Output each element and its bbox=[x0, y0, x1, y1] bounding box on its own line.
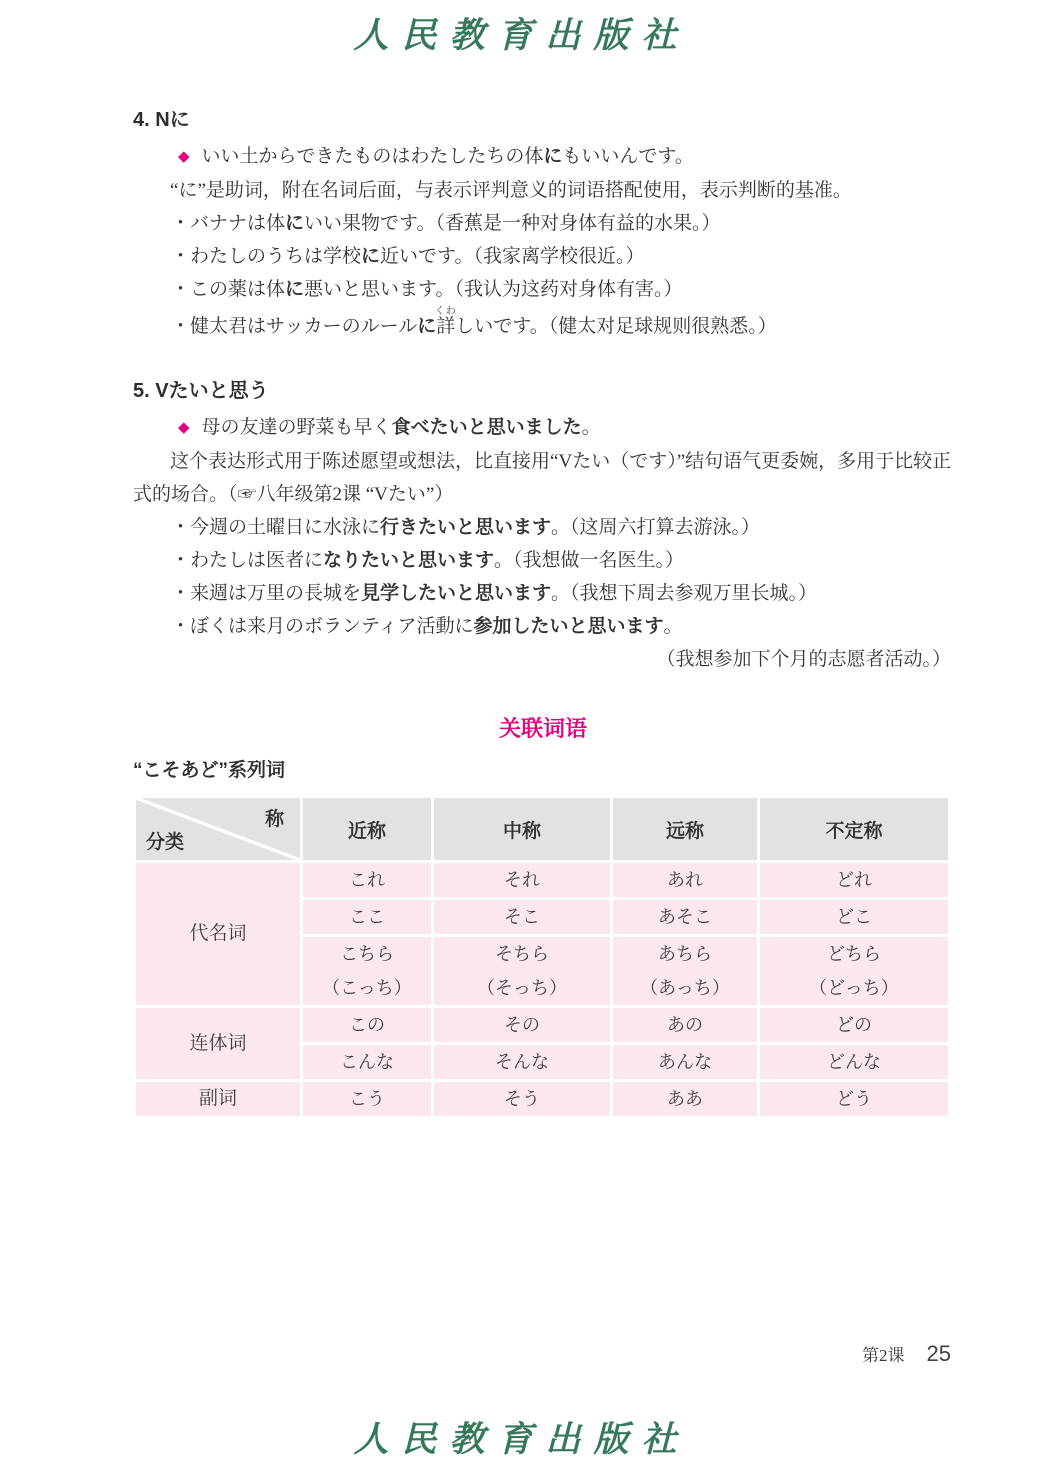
text-run: 母の友達の野菜も早く bbox=[201, 417, 392, 438]
table-cell: そんな bbox=[434, 1045, 610, 1079]
text-run: 。 bbox=[663, 616, 683, 637]
table-cell: あそこ bbox=[613, 900, 757, 934]
trailing-translation: （我想参加下个月的志愿者活动。） bbox=[656, 649, 951, 670]
bold-text-run: に bbox=[361, 246, 381, 267]
example-sentence bbox=[133, 306, 953, 343]
publisher-logo-top: 人民教育出版社 bbox=[353, 15, 690, 56]
example-sentence bbox=[133, 610, 953, 643]
example-sentence bbox=[133, 511, 953, 544]
column-header-chuushou: 中称 bbox=[434, 798, 610, 860]
table-cell: ああ bbox=[613, 1082, 757, 1116]
table-cell: こちら （こっち） bbox=[303, 937, 431, 1005]
bold-text-run: に bbox=[543, 146, 563, 167]
text-run: 。 bbox=[581, 417, 601, 438]
table-row bbox=[136, 1082, 948, 1116]
table-cell: そこ bbox=[434, 900, 610, 934]
table-body bbox=[136, 863, 948, 1116]
table-cell: これ bbox=[303, 863, 431, 897]
section-number: 5. bbox=[133, 380, 150, 402]
table-cell: こう bbox=[303, 1082, 431, 1116]
publisher-logo-bottom: 人民教育出版社 bbox=[353, 1419, 690, 1460]
section-title: Nに bbox=[155, 109, 190, 131]
bold-text-run: に bbox=[285, 279, 305, 300]
table-row bbox=[136, 863, 948, 897]
table-cell: どんな bbox=[760, 1045, 948, 1079]
column-header-futeishou: 不定称 bbox=[760, 798, 948, 860]
page-number: 25 bbox=[926, 1341, 951, 1366]
example-sentence bbox=[133, 544, 953, 577]
table-cell: どちら （どっち） bbox=[760, 937, 948, 1005]
lesson-label: 第2课 bbox=[862, 1346, 905, 1365]
text-run: 。（我想下周去参观万里长城。） bbox=[551, 583, 818, 604]
text-run: ・来週は万里の長城を bbox=[171, 583, 362, 604]
section-number: 4. bbox=[133, 109, 150, 131]
diamond-bullet-icon: ◆ bbox=[178, 420, 190, 436]
page-content bbox=[133, 103, 953, 1119]
section-heading bbox=[133, 103, 953, 132]
related-words-heading: 关联词语 bbox=[498, 716, 587, 741]
text-run: 悪いと思います。（我认为这药对身体有害。） bbox=[304, 279, 683, 300]
text-run: ・今週の土曜日に水泳に bbox=[171, 517, 381, 538]
text-run: ・ぼくは来月のボランティア活動に bbox=[171, 616, 474, 637]
kosoado-table bbox=[133, 795, 951, 1119]
text-run: いい土からできたものはわたしたちの体 bbox=[201, 146, 544, 167]
column-header-kinshou: 近称 bbox=[303, 798, 431, 860]
table-cell: その bbox=[434, 1008, 610, 1042]
row-group-label: 代名词 bbox=[136, 863, 300, 1005]
ruby-annotated-text: 詳くわ bbox=[434, 306, 457, 337]
key-sentence bbox=[133, 411, 953, 445]
row-group-label: 副词 bbox=[136, 1082, 300, 1116]
table-cell: あんな bbox=[613, 1045, 757, 1079]
text-run: もいいんです。 bbox=[562, 146, 694, 167]
example-list bbox=[133, 511, 953, 643]
text-run: ・バナナは体 bbox=[171, 213, 286, 234]
table-cell: あの bbox=[613, 1008, 757, 1042]
table-cell: そちら （そっち） bbox=[434, 937, 610, 1005]
bold-text-run: 食べたいと思いました bbox=[391, 417, 582, 438]
text-run: 。（这周六打算去游泳。） bbox=[551, 517, 761, 538]
table-cell: どう bbox=[760, 1082, 948, 1116]
table-cell: この bbox=[303, 1008, 431, 1042]
bold-text-run: 見学したいと思います bbox=[361, 583, 552, 604]
page-footer bbox=[862, 1341, 951, 1367]
bold-text-run: 参加したいと思います bbox=[473, 616, 664, 637]
key-sentence-text bbox=[202, 146, 694, 167]
row-group-label: 连体词 bbox=[136, 1008, 300, 1079]
corner-label-cheng: 称 bbox=[264, 809, 284, 830]
text-run: ・わたしのうちは学校 bbox=[171, 246, 362, 267]
table-cell: それ bbox=[434, 863, 610, 897]
example-list bbox=[133, 207, 953, 343]
bold-text-run: に bbox=[285, 213, 305, 234]
bold-text-run: なりたいと思います bbox=[323, 550, 495, 571]
corner-label-fenlei: 分类 bbox=[146, 832, 185, 853]
text-run: 。（我想做一名医生。） bbox=[494, 550, 685, 571]
explanation-paragraph: 这个表达形式用于陈述愿望或想法，比直接用“Vたい（です）”结句语气更委婉，多用于比较正式的场合。（☞八年级第2课 “Vたい”） bbox=[133, 451, 952, 505]
example-sentence bbox=[133, 240, 953, 273]
table-cell: あれ bbox=[613, 863, 757, 897]
table-row bbox=[136, 1008, 948, 1042]
table-cell: どの bbox=[760, 1008, 948, 1042]
explanation-paragraph: “に”是助词，附在名词后面，与表示评判意义的词语搭配使用，表示判断的基准。 bbox=[170, 180, 852, 201]
text-run: ・この薬は体 bbox=[171, 279, 286, 300]
text-run: 近いです。（我家离学校很近。） bbox=[380, 246, 645, 267]
grammar-section-4 bbox=[133, 103, 953, 343]
key-sentence bbox=[133, 140, 953, 174]
example-sentence bbox=[133, 273, 953, 306]
table-cell: そう bbox=[434, 1082, 610, 1116]
corner-cell bbox=[136, 798, 300, 860]
diamond-bullet-icon: ◆ bbox=[178, 149, 190, 165]
section-heading bbox=[133, 374, 953, 403]
text-run: いい果物です。（香蕉是一种对身体有益的水果。） bbox=[304, 213, 721, 234]
text-run: ・わたしは医者に bbox=[171, 550, 324, 571]
grammar-section-5 bbox=[133, 374, 953, 676]
bold-text-run: 行きたいと思います bbox=[380, 517, 552, 538]
section-title: Vたいと思う bbox=[155, 380, 269, 402]
example-sentence bbox=[133, 577, 953, 610]
bold-text-run: に bbox=[417, 316, 437, 337]
table-cell: どこ bbox=[760, 900, 948, 934]
key-sentence-text bbox=[202, 417, 601, 438]
table-cell: どれ bbox=[760, 863, 948, 897]
table-cell: あちら （あっち） bbox=[613, 937, 757, 1005]
table-cell: こんな bbox=[303, 1045, 431, 1079]
text-run: しいです。（健太对足球规则很熟悉。） bbox=[455, 316, 777, 337]
example-sentence bbox=[133, 207, 953, 240]
text-run: ・健太君はサッカーのルール bbox=[171, 316, 418, 337]
table-header bbox=[136, 798, 948, 860]
kosoado-subheading: “こそあど”系列词 bbox=[133, 760, 286, 781]
column-header-enshou: 远称 bbox=[613, 798, 757, 860]
table-cell: ここ bbox=[303, 900, 431, 934]
